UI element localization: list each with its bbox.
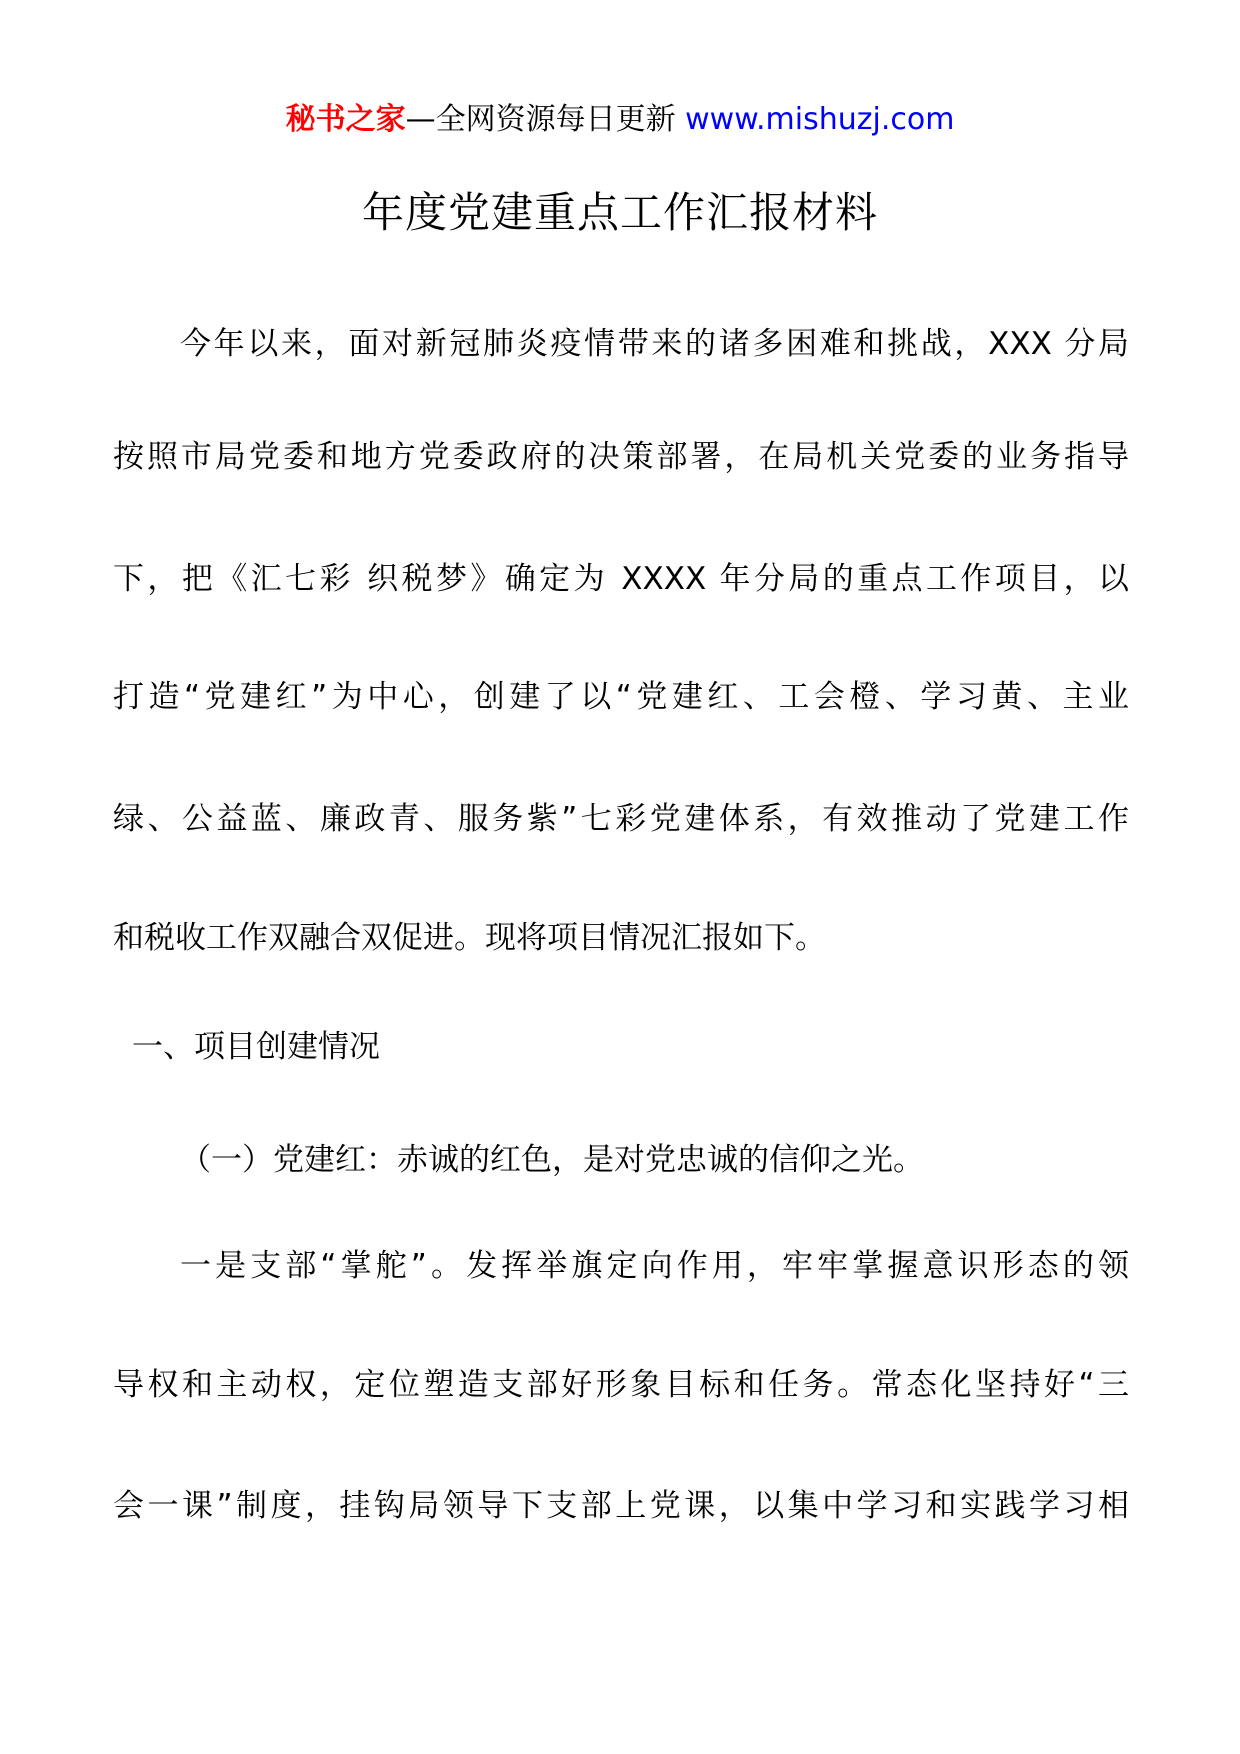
paragraph-line: 打造“党建红”为中心，创建了以“党建红、工会橙、学习黄、主业	[113, 679, 1129, 715]
brand-name: 秘书之家	[285, 102, 406, 137]
site-url-link[interactable]: www.mishuzj.com	[685, 102, 955, 137]
paragraph-line: 导权和主动权，定位塑造支部好形象目标和任务。常态化坚持好“三	[113, 1367, 1129, 1403]
site-banner	[0, 100, 1240, 140]
paragraph-line: 绿、公益蓝、廉政青、服务紫”七彩党建体系，有效推动了党建工作	[113, 801, 1129, 837]
paragraph-line: 会一课”制度，挂钩局领导下支部上党课，以集中学习和实践学习相	[113, 1488, 1129, 1524]
paragraph-line: 按照市局党委和地方党委政府的决策部署，在局机关党委的业务指导	[113, 439, 1129, 475]
subsection-heading: （一）党建红：赤诚的红色，是对党忠诚的信仰之光。	[180, 1142, 924, 1178]
paragraph-line: 一是支部“掌舵”。发挥举旗定向作用，牢牢掌握意识形态的领	[180, 1248, 1129, 1284]
paragraph-line: 今年以来，面对新冠肺炎疫情带来的诸多困难和挑战，XXX 分局	[180, 326, 1129, 362]
section-heading: 一、项目创建情况	[132, 1029, 380, 1065]
paragraph-line: 下，把《汇七彩 织税梦》确定为 XXXX 年分局的重点工作项目，以	[113, 561, 1129, 597]
paragraph-line: 和税收工作双融合双促进。现将项目情况汇报如下。	[113, 920, 826, 956]
banner-slogan: —全网资源每日更新	[405, 102, 676, 137]
document-title: 年度党建重点工作汇报材料	[361, 188, 878, 237]
